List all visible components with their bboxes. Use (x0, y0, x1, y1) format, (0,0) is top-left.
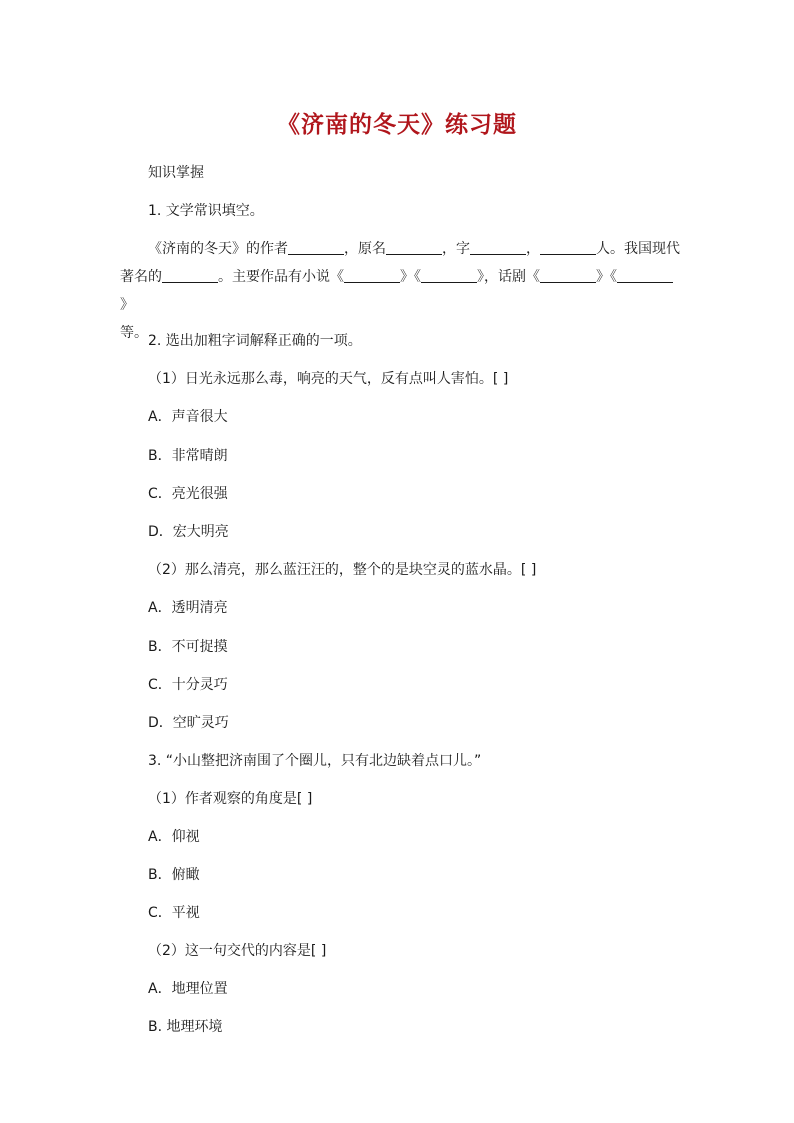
question-2-stem: 2. 选出加粗字词解释正确的一项。 (148, 333, 362, 349)
option-c: C．平视 (148, 905, 200, 921)
q1-text: 。主要作品有小说《 (218, 269, 344, 285)
answer-blank[interactable] (288, 240, 344, 255)
q1-text: ， (526, 241, 540, 257)
q1-text: ，原名 (344, 241, 386, 257)
answer-blank[interactable] (617, 268, 673, 283)
option-a: A．仰视 (148, 829, 200, 845)
q1-text: 人。我国现代 (596, 241, 680, 257)
answer-blank[interactable] (344, 268, 400, 283)
q1-text: ，字 (442, 241, 470, 257)
question-3-sub-2: （2）这一句交代的内容是[ ] (148, 943, 327, 959)
option-d: D．宏大明亮 (148, 524, 229, 540)
question-2-sub-1: （1）日光永远那么毒，响亮的天气，反有点叫人害怕。[ ] (148, 371, 509, 387)
q1-text: 》 (120, 297, 134, 313)
answer-blank[interactable] (540, 240, 596, 255)
question-2-sub-2: （2）那么清亮，那么蓝汪汪的，整个的是块空灵的蓝水晶。[ ] (148, 562, 537, 578)
question-3-sub-1: （1）作者观察的角度是[ ] (148, 791, 313, 807)
answer-blank[interactable] (386, 240, 442, 255)
option-b: B．非常晴朗 (148, 448, 228, 464)
question-1-stem: 1. 文学常识填空。 (148, 203, 264, 219)
option-c: C．亮光很强 (148, 486, 228, 502)
q1-text: 》《 (596, 269, 617, 285)
option-a: A．透明清亮 (148, 600, 228, 616)
q1-text: 著名的 (120, 269, 162, 285)
option-a: A．声音很大 (148, 409, 228, 425)
answer-blank[interactable] (540, 268, 596, 283)
answer-blank[interactable] (162, 268, 218, 283)
option-b: B. 地理环境 (148, 1019, 223, 1035)
option-c: C．十分灵巧 (148, 677, 228, 693)
q1-text: 》，话剧《 (477, 269, 540, 285)
answer-blank[interactable] (470, 240, 526, 255)
q1-text: 等。 (120, 325, 148, 341)
question-3-stem: 3. “小山整把济南围了个圈儿，只有北边缺着点口儿。” (148, 753, 482, 769)
option-b: B．俯瞰 (148, 867, 200, 883)
option-d: D．空旷灵巧 (148, 715, 229, 731)
page-title: 《济南的冬天》练习题 (277, 111, 517, 138)
option-b: B．不可捉摸 (148, 639, 228, 655)
section-heading: 知识掌握 (148, 165, 204, 181)
q1-text: 》《 (400, 269, 421, 285)
answer-blank[interactable] (421, 268, 477, 283)
q1-text: 《济南的冬天》的作者 (148, 241, 288, 257)
option-a: A．地理位置 (148, 981, 228, 997)
